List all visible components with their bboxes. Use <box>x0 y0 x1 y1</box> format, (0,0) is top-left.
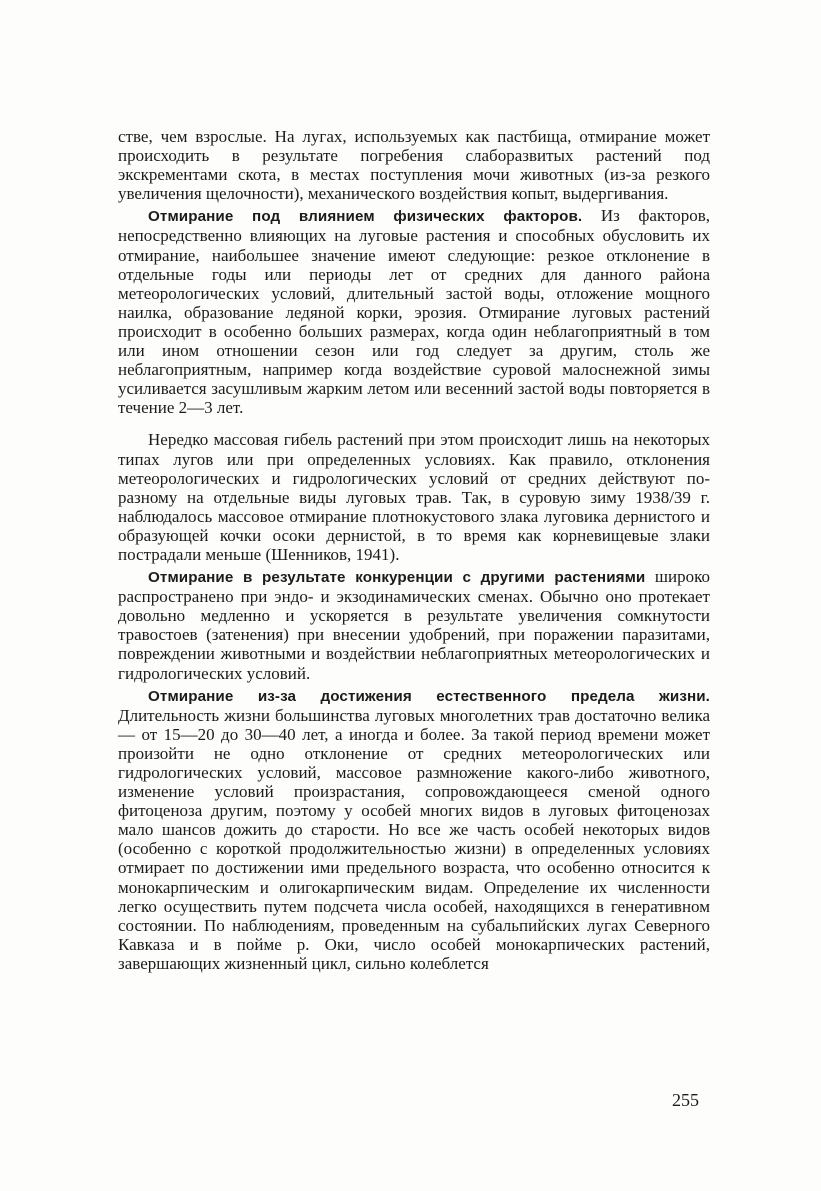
paragraph-4-text: широко распространено при эндо- и экзодинамических сменах. Обычно оно протекает довольно медленно и ускоряется в результате увеличения сомкнутости травостоев (затенения) при внесении удобрений, при поражении паразитами, повреждении животными и воздействии неблагоприятных метеорологических и гидрологических условий. <box>118 567 710 683</box>
paragraph-1-text: стве, чем взрослые. На лугах, используемых как пастбища, отмирание может происходить в результате погребения слаборазвитых растений под экскрементами скота, в местах поступления мочи животных (из-за резкого увеличения щелочности), механического воздействия копыт, выдергивания. <box>118 127 710 204</box>
paragraph-4 <box>118 567 710 683</box>
paragraph-1 <box>118 127 710 203</box>
paragraph-2 <box>118 206 710 417</box>
paragraph-5 <box>118 686 710 973</box>
paragraph-3 <box>118 430 710 564</box>
section-heading-competition: Отмирание в результате конкуренции с другими растениями <box>148 569 646 587</box>
section-heading-physical-factors: Отмирание под влиянием физических факторов. <box>148 208 583 226</box>
paragraph-5-text: Длительность жизни большинства луговых многолетних трав достаточно велика — от 15—20 до 30—40 лет, а иногда и более. За такой период времени может произойти не одно отклонение от средних метеорологических или гидрологических условий, массовое размножение какого-либо животного, изменение условий произрастания, сопровождающееся сменой одного фитоценоза другим, поэтому у особей многих видов в луговых фитоценозах мало шансов дожить до старости. Но все же часть особей некоторых видов (особенно с короткой продолжительностью жизни) в определенных условиях отмирает по достижении ими предельного возраста, что особенно относится к монокарпическим и олигокарпическим видам. Определение их численности легко осуществить путем подсчета числа особей, находящихся в генеративном состоянии. По наблюдениям, проведенным на субальпийских лугах Северного Кавказа и в пойме р. Оки, число особей монокарпических растений, завершающих жизненный цикл, сильно колеблется <box>118 705 710 973</box>
page-body <box>118 127 710 973</box>
page-number: 255 <box>672 1090 699 1110</box>
paragraph-3-text: Нередко массовая гибель растений при этом происходит лишь на некоторых типах лугов или при определенных условиях. Как правило, отклонения метеорологических и гидрологических условий от средних действуют по-разному на отдельные виды луговых трав. Так, в суровую зиму 1938/39 г. наблюдалось массовое отмирание плотнокустового злака луговика дернистого и образующей кочки осоки дернистой, в то время как корневищевые злаки пострадали меньше (Шенников, 1941). <box>118 430 710 564</box>
section-heading-life-limit: Отмирание из-за достижения естественного предела жизни. <box>148 687 710 705</box>
paragraph-2-text: Из факторов, непосредственно влияющих на луговые растения и способных обусловить их отмирание, наибольшее значение имеют следующие: резкое отклонение в отдельные годы или периоды лет от средних для данного района метеорологических условий, длительный застой воды, отложение мощного наилка, образование ледяной корки, эрозия. Отмирание луговых растений происходит в особенно больших размерах, когда один неблагоприятный в том или ином отношении сезон или год следует за другим, столь же неблагоприятным, например когда воздействие суровой малоснежной зимы усиливается засушливым жарким летом или весенний застой воды повторяется в течение 2—3 лет. <box>118 206 710 418</box>
